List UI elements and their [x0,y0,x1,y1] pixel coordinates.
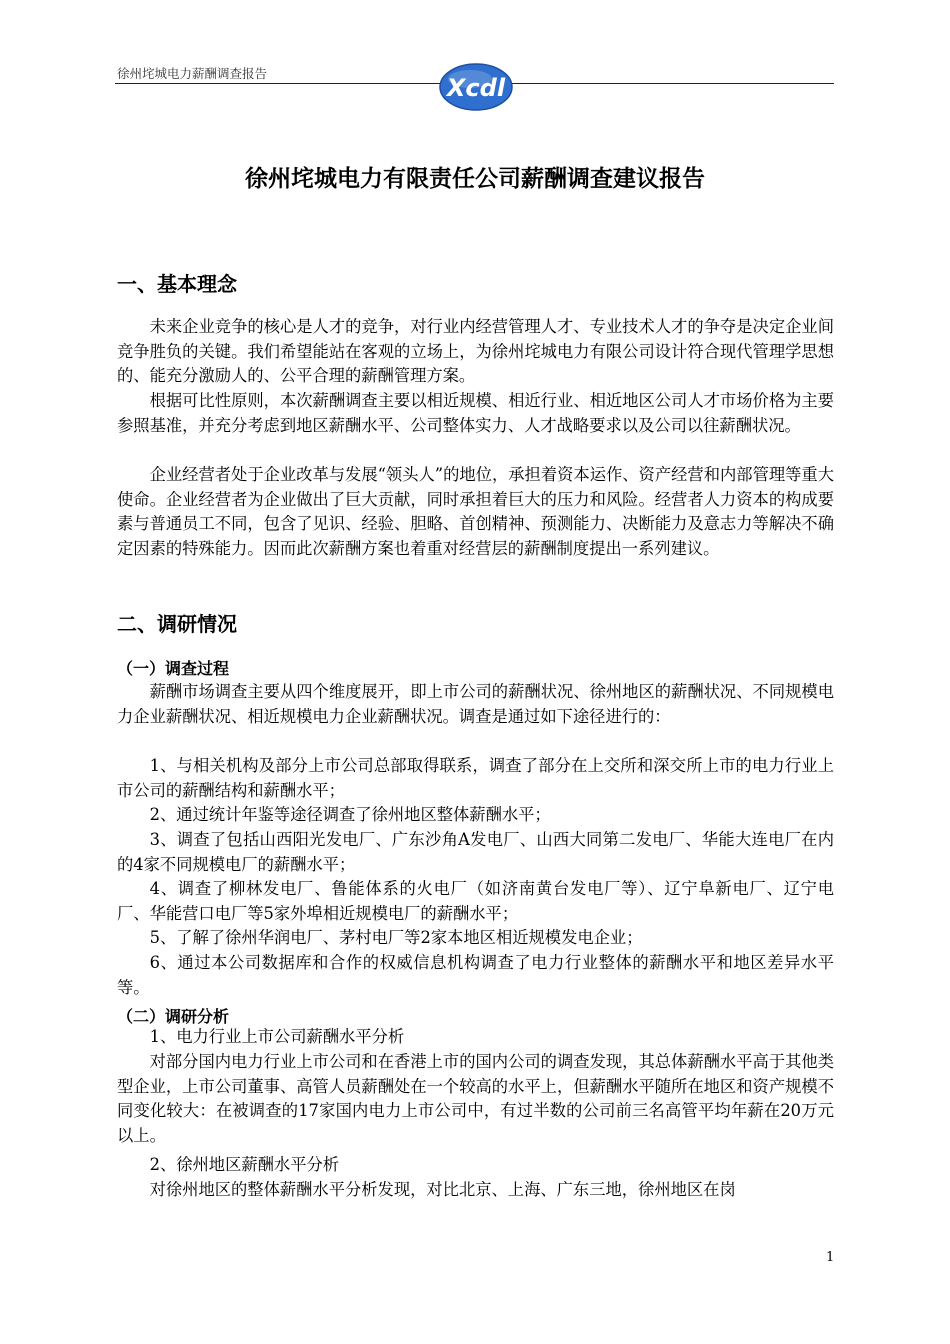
list-item: 6、通过本公司数据库和合作的权威信息机构调查了电力行业整体的薪酬水平和地区差异水平等。 [117,953,834,997]
sub-heading-paragraph: 1、电力行业上市公司薪酬水平分析 [149,1027,405,1046]
subsection-heading-1: （一）调查过程 [117,659,230,678]
list-item: 2、通过统计年鉴等途径调查了徐州地区整体薪酬水平； [149,805,551,824]
paragraph: 企业经营者处于企业改革与发展“领头人”的地位，承担着资本运作、资产经营和内部管理等重大使命。企业经营者为企业做出了巨大贡献，同时承担着巨大的压力和风险。经营者人力资本的构成要素与普通员工不同，包含了见识、经验、胆略、首创精神、预测能力、决断能力及意志力等解决不确定因素的特殊能力。因而此次薪酬方案也着重对经营层的薪酬制度提出一系列建议。 [117,465,834,558]
list-item: 5、了解了徐州华润电厂、茅村电厂等2家本地区相近规模发电企业； [149,928,643,947]
section-heading-2: 二、调研情况 [117,612,237,636]
page-number: 1 [826,1250,835,1265]
list-item: 4、调查了柳林发电厂、鲁能体系的火电厂（如济南黄台发电厂等）、辽宁阜新电厂、辽宁电厂、华能营口电厂等5家外埠相近规模电厂的薪酬水平； [117,879,834,923]
paragraph: 对部分国内电力行业上市公司和在香港上市的国内公司的调查发现，其总体薪酬水平高于其他类型企业，上市公司董事、高管人员薪酬处在一个较高的水平上，但薪酬水平随所在地区和资产规模不同变化较大：在被调查的17家国内电力上市公司中，有过半数的公司前三名高管平均年薪在20万元以上。 [117,1052,834,1145]
logo-text: Xcdl [446,74,506,102]
list-item: 1、与相关机构及部分上市公司总部取得联系，调查了部分在上交所和深交所上市的电力行业上市公司的薪酬结构和薪酬水平； [117,756,834,800]
paragraph: 未来企业竞争的核心是人才的竞争，对行业内经营管理人才、专业技术人才的争夺是决定企业间竞争胜负的关键。我们希望能站在客观的立场上，为徐州垞城电力有限公司设计符合现代管理学思想的、能充分激励人的、公平合理的薪酬管理方案。 [117,317,834,386]
paragraph: 根据可比性原则，本次薪酬调查主要以相近规模、相近行业、相近地区公司人才市场价格为主要参照基准，并充分考虑到地区薪酬水平、公司整体实力、人才战略要求以及公司以往薪酬状况。 [117,391,834,435]
list-item: 3、调查了包括山西阳光发电厂、广东沙角A发电厂、山西大同第二发电厂、华能大连电厂在内的4家不同规模电厂的薪酬水平； [117,830,834,874]
paragraph: 薪酬市场调查主要从四个维度展开，即上市公司的薪酬状况、徐州地区的薪酬状况、不同规模电力企业薪酬状况、相近规模电力企业薪酬状况。调查是通过如下途径进行的： [117,682,834,726]
page-header-text: 徐州垞城电力薪酬调查报告 [117,66,268,81]
company-logo [438,62,514,112]
document-title: 徐州垞城电力有限责任公司薪酬调查建议报告 [245,166,705,192]
subsection-heading-2: （二）调研分析 [117,1007,230,1026]
paragraph: 对徐州地区的整体薪酬水平分析发现，对比北京、上海、广东三地，徐州地区在岗 [149,1180,736,1199]
sub-heading-paragraph: 2、徐州地区薪酬水平分析 [149,1155,340,1174]
section-heading-1: 一、基本理念 [117,272,237,296]
